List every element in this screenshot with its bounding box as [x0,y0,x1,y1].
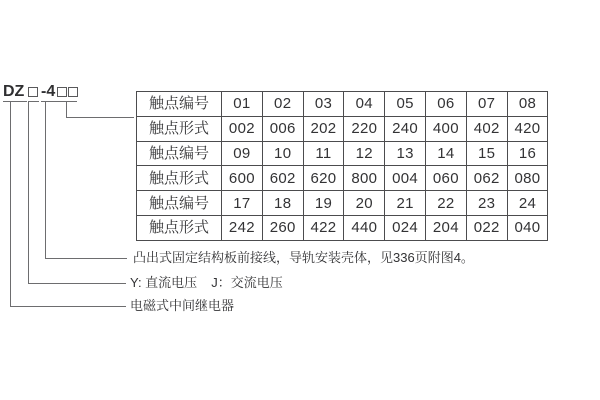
value-cell: 440 [344,215,385,240]
value-cell: 06 [425,92,466,117]
model-prefix: DZ [3,83,25,100]
voltage-note-ac: J：交流电压 [211,275,283,290]
leader-elbow-device-type [10,306,126,307]
value-cell: 08 [507,92,548,117]
value-cell: 22 [425,191,466,216]
row-label-cell: 触点编号 [137,141,222,166]
device-type-note: 电磁式中间继电器 [130,298,235,313]
row-label-cell: 触点形式 [137,215,222,240]
table-row [137,116,548,141]
value-cell: 24 [507,191,548,216]
value-cell: 03 [303,92,344,117]
value-cell: 202 [303,116,344,141]
leader-elbow-voltage [28,283,126,284]
value-cell: 02 [262,92,303,117]
value-cell: 20 [344,191,385,216]
tickbar-prefix [3,101,27,102]
row-label-cell: 触点编号 [137,92,222,117]
row-label-cell: 触点形式 [137,166,222,191]
table-row [137,191,548,216]
leader-line-structure [45,101,46,259]
value-cell: 220 [344,116,385,141]
value-cell: 620 [303,166,344,191]
value-cell: 800 [344,166,385,191]
contact-table-body [137,92,548,241]
voltage-placeholder-box [28,87,38,97]
voltage-note [130,276,283,290]
value-cell: 204 [425,215,466,240]
value-cell: 05 [385,92,426,117]
value-cell: 10 [262,141,303,166]
table-row [137,92,548,117]
value-cell: 022 [466,215,507,240]
value-cell: 422 [303,215,344,240]
contact-code-table [136,91,548,241]
value-cell: 13 [385,141,426,166]
row-label-cell: 触点编号 [137,191,222,216]
leader-line-device-type [10,101,11,307]
value-cell: 602 [262,166,303,191]
value-cell: 400 [425,116,466,141]
value-cell: 004 [385,166,426,191]
table-row [137,166,548,191]
contact-placeholder-box-1 [57,87,67,97]
leader-elbow-structure [45,258,127,259]
model-series: -4 [41,83,56,100]
value-cell: 062 [466,166,507,191]
value-cell: 080 [507,166,548,191]
tickbar-series [41,101,56,102]
value-cell: 17 [222,191,263,216]
value-cell: 040 [507,215,548,240]
tickbar-voltage-box [28,101,39,102]
value-cell: 11 [303,141,344,166]
value-cell: 242 [222,215,263,240]
table-row [137,141,548,166]
leader-line-voltage [28,101,29,284]
value-cell: 16 [507,141,548,166]
value-cell: 15 [466,141,507,166]
value-cell: 402 [466,116,507,141]
value-cell: 240 [385,116,426,141]
table-row [137,215,548,240]
value-cell: 14 [425,141,466,166]
value-cell: 600 [222,166,263,191]
value-cell: 21 [385,191,426,216]
value-cell: 18 [262,191,303,216]
value-cell: 09 [222,141,263,166]
value-cell: 12 [344,141,385,166]
contact-placeholder-box-2 [68,87,78,97]
value-cell: 060 [425,166,466,191]
value-cell: 01 [222,92,263,117]
structure-note: 凸出式固定结构板前接线，导轨安装壳体，见336页附图4。 [133,250,474,265]
value-cell: 04 [344,92,385,117]
value-cell: 024 [385,215,426,240]
value-cell: 420 [507,116,548,141]
leader-elbow-contact-code [66,117,134,118]
value-cell: 260 [262,215,303,240]
voltage-note-dc: Y: 直流电压 [130,275,198,290]
row-label-cell: 触点形式 [137,116,222,141]
value-cell: 19 [303,191,344,216]
leader-line-contact-code [66,101,67,118]
value-cell: 006 [262,116,303,141]
value-cell: 07 [466,92,507,117]
value-cell: 002 [222,116,263,141]
value-cell: 23 [466,191,507,216]
